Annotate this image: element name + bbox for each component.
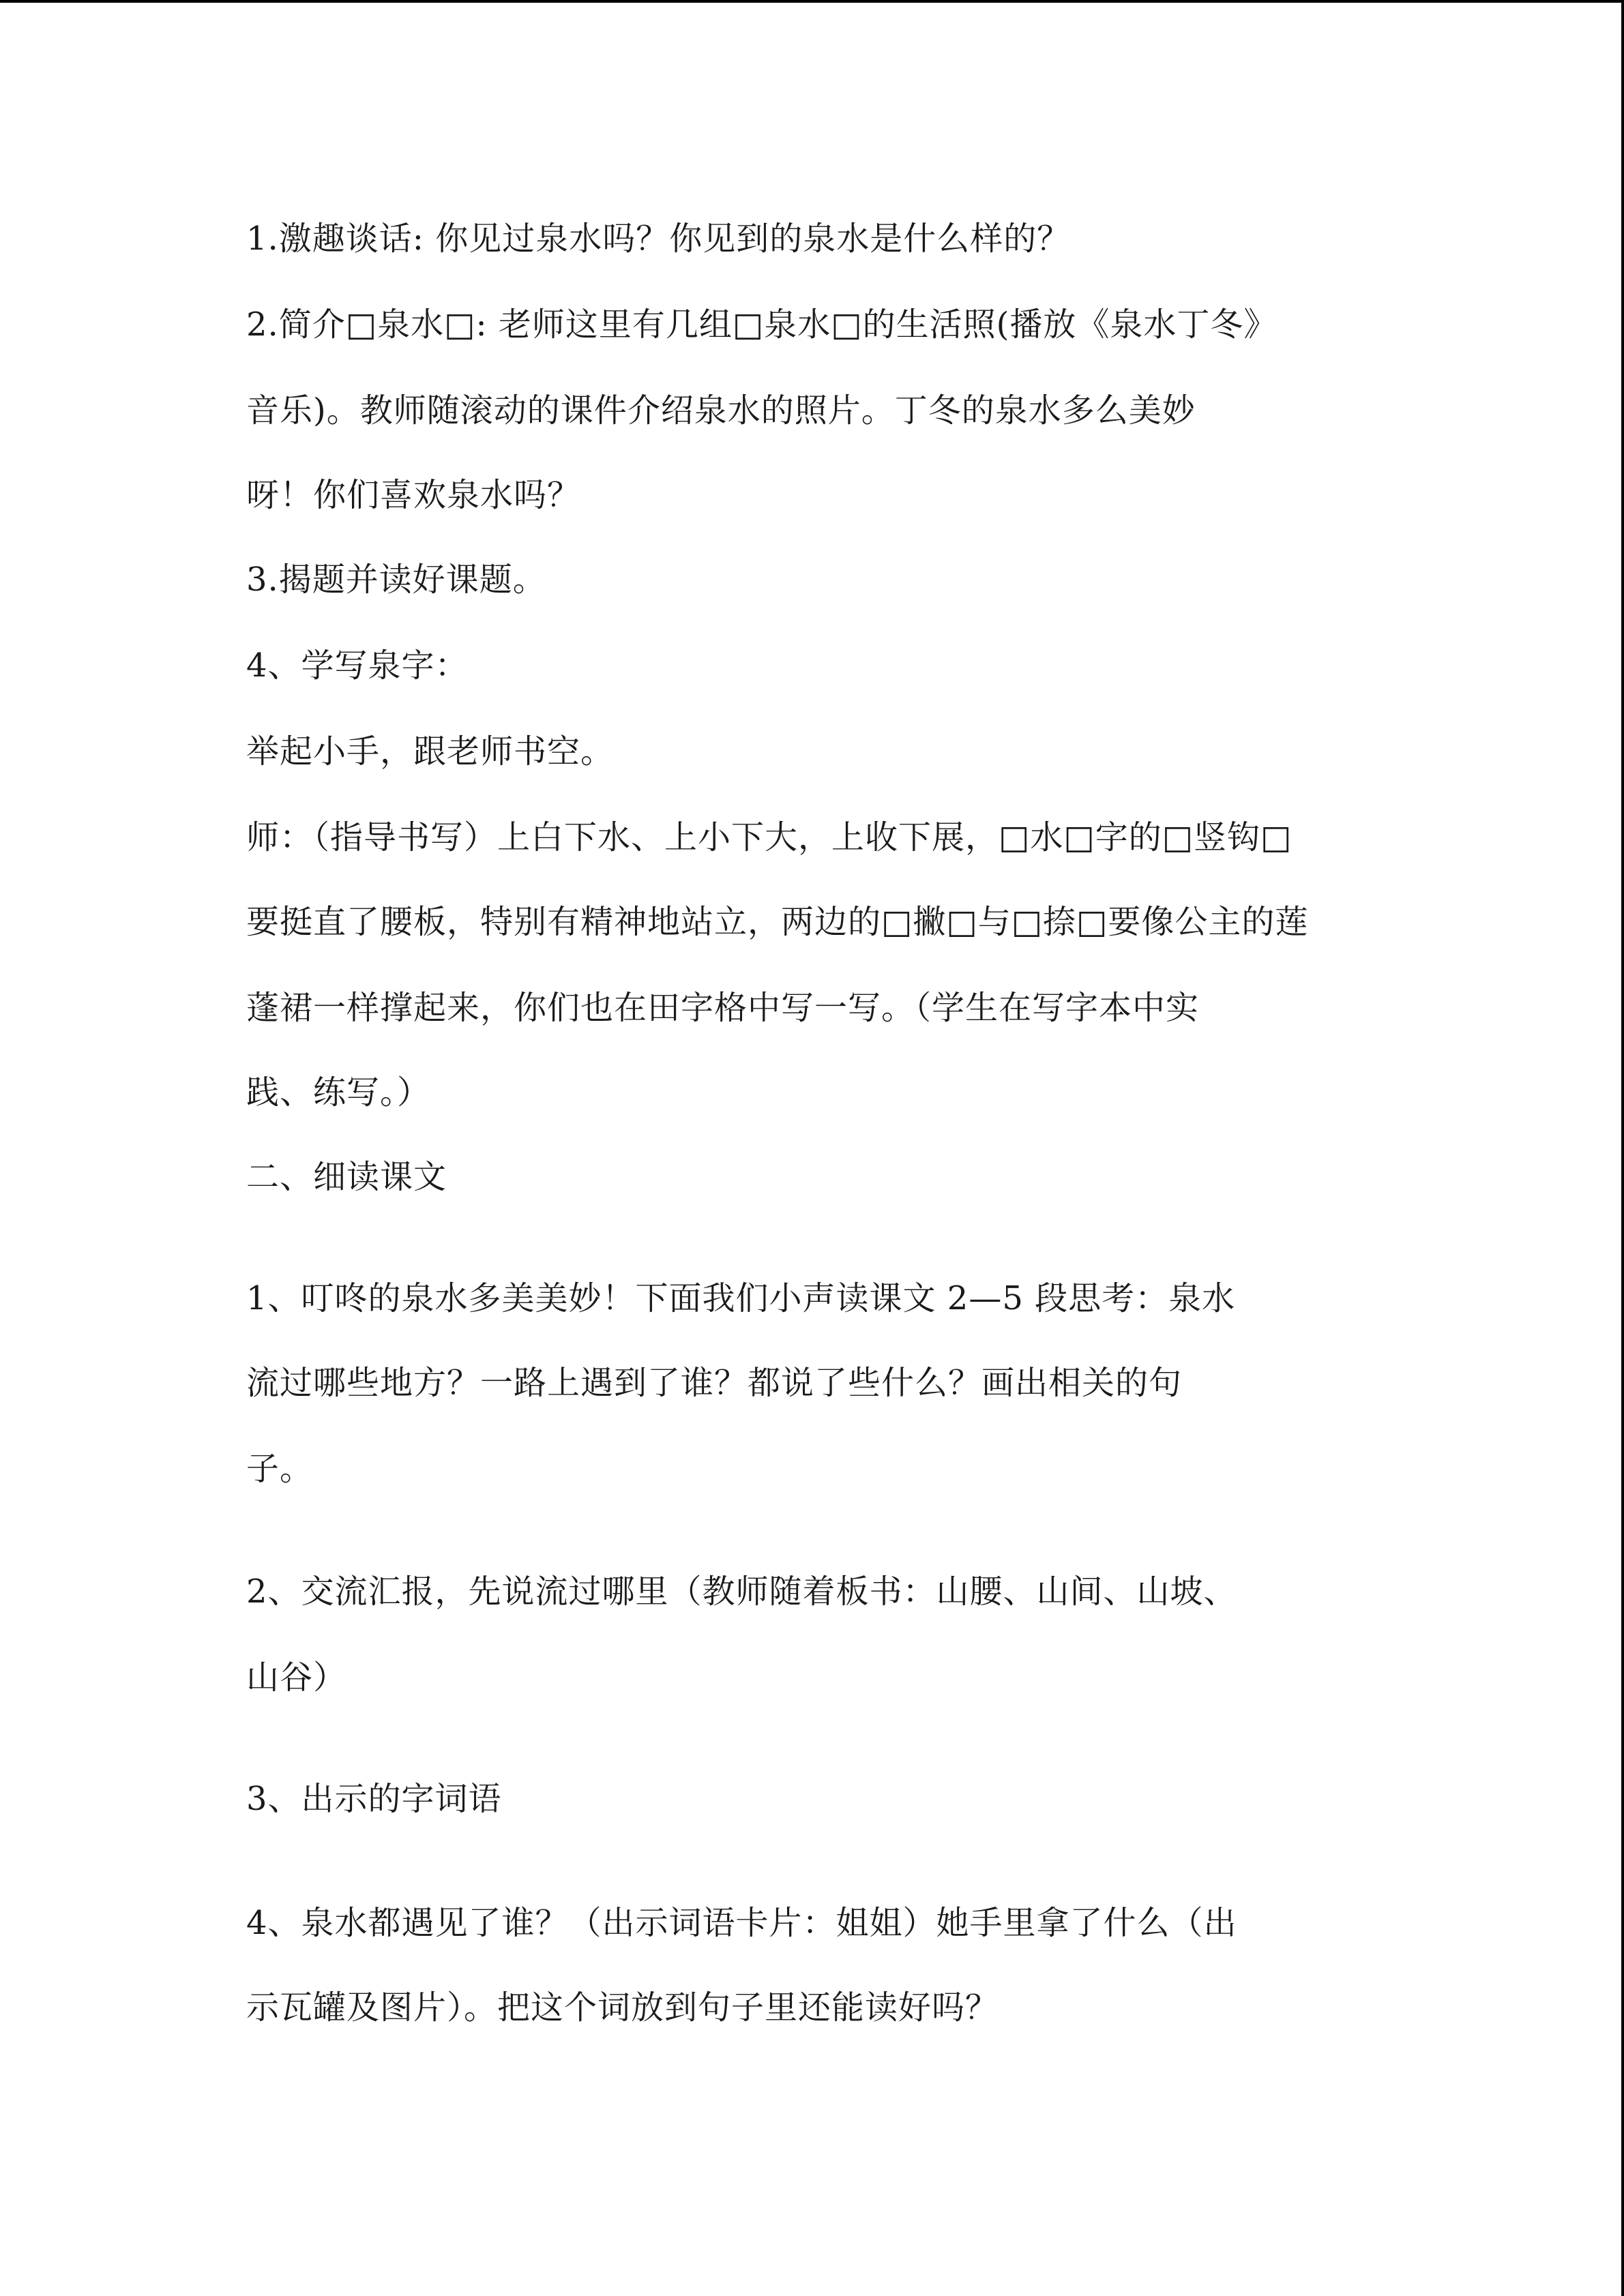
text-line: 1、叮咚的泉水多美美妙！下面我们小声读课文 2—5 段思考：泉水 [246,1279,1236,1317]
text-line: 要挺直了腰板，特别有精神地站立，两边的□撇□与□捺□要像公主的莲 [246,903,1309,941]
text-line: 师：（指导书写）上白下水、上小下大，上收下展，□水□字的□竖钩□ [246,818,1293,856]
right-border [1621,0,1624,2296]
text-line: 3、出示的字词语 [246,1780,502,1818]
text-line: 践、练写。） [246,1073,431,1112]
text-line: 音乐)。教师随滚动的课件介绍泉水的照片。丁冬的泉水多么美妙 [246,391,1196,430]
text-line: 3.揭题并读好课题。 [246,561,546,599]
text-line: 1.激趣谈话: 你见过泉水吗？你见到的泉水是什么样的？ [246,220,1071,258]
text-line: 示瓦罐及图片）。把这个词放到句子里还能读好吗？ [246,1988,999,2027]
text-line: 子。 [246,1450,314,1488]
text-line: 流过哪些地方？一路上遇到了谁？都说了些什么？画出相关的句 [246,1364,1183,1402]
text-line: 4、泉水都遇见了谁？（出示词语卡片：姐姐）她手里拿了什么（出 [246,1904,1237,1942]
text-line: 举起小手，跟老师书空。 [246,732,615,771]
top-border [0,0,1624,3]
text-line: 2、交流汇报，先说流过哪里（教师随着板书：山腰、山间、山坡、 [246,1572,1237,1611]
text-line: 2.简介□泉水□: 老师这里有几组□泉水□的生活照(播放《泉水丁冬》 [246,305,1278,344]
text-line: 山谷） [246,1658,347,1697]
section-heading: 二、细读课文 [246,1158,447,1196]
text-line: 4、学写泉字： [246,646,469,685]
text-line: 呀！你们喜欢泉水吗？ [246,476,581,514]
text-line: 蓬裙一样撑起来，你们也在田字格中写一写。（学生在写字本中实 [246,989,1200,1027]
